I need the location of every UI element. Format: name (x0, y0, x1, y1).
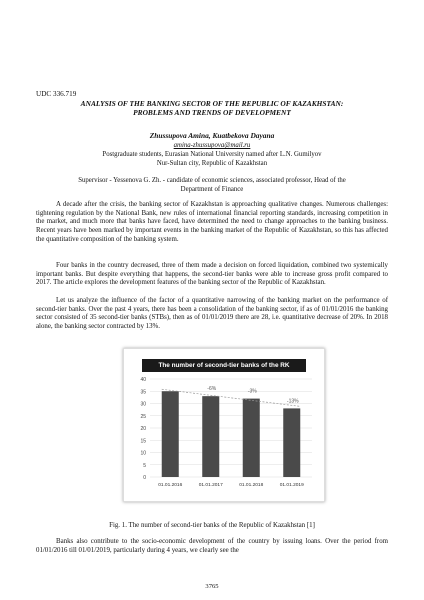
paragraph-2: Four banks in the country decreased, three of them made a decision on forced liquidation, combined two systemically important banks. But despite everything that happens, the second-tier banks were able to increase gross profit compared to 2017. The article explores the development features of the banking sector of the Republic of Kazakhstan. (36, 262, 388, 287)
title-line-2: PROBLEMS AND TRENDS OF DEVELOPMENT (133, 108, 291, 117)
author-email[interactable]: amina-zhussupova@mail.ru (173, 142, 251, 149)
x-tick-label: 01.01.2017 (198, 483, 223, 488)
bar (202, 396, 219, 477)
data-label: -3% (247, 388, 257, 395)
authors: Zhussupova Amina, Kuatbekova Dayana (149, 131, 275, 140)
chart-title: The number of second-tier banks of the RK (142, 359, 306, 372)
supervisor-line-1: Supervisor - Yessenova G. Zh. - candidate of economic sciences, associated professor, Head of the (78, 177, 346, 184)
paragraph-4: Banks also contribute to the socio-economic development of the country by issuing loans. Over the period from 01/01/2016 till 01/01/2019, particularly during 4 years, we clearly see the (36, 538, 388, 554)
y-tick-label: 30 (140, 401, 146, 408)
trend-line (162, 389, 301, 406)
title-line-1: ANALYSIS OF THE BANKING SECTOR OF THE REPUBLIC OF KAZAKHSTAN: (80, 99, 344, 108)
y-tick-label: 20 (140, 426, 146, 432)
y-tick-label: 10 (140, 450, 146, 457)
y-tick-label: 0 (143, 475, 146, 481)
paper-title (36, 99, 388, 117)
figure-1-chart (123, 348, 325, 502)
figure-caption: Fig. 1. The number of second-tier banks of the Republic of Kazakhstan [1] (109, 522, 315, 529)
y-tick-label: 35 (140, 389, 146, 396)
bar (162, 391, 179, 477)
affiliation (36, 151, 388, 168)
data-label: -6% (207, 386, 217, 393)
y-tick-label: 40 (140, 377, 146, 383)
page-number: 3765 (205, 583, 219, 590)
x-tick-label: 01.01.2018 (239, 483, 264, 488)
y-tick-label: 5 (143, 462, 146, 469)
paragraph-3: Let us analyze the influence of the factor of a quantitative narrowing of the banking market on the performance of second-tier banks. Over the past 4 years, there has been a consolidation of the banking sector, if as of 01/01/2016 the banking sector consisted of 35 second-tier banks (STBs), then as of 01/01/2019 there are 28, i.e. quantitative decrease of 20%. In 2018 alone, the banking sector contracted by 13%. (36, 297, 388, 331)
y-tick-label: 15 (140, 438, 146, 445)
x-tick-label: 01.01.2016 (158, 483, 183, 488)
bar (283, 408, 300, 477)
supervisor (36, 177, 388, 194)
udc-code: UDC 336.719 (36, 90, 77, 98)
affiliation-line-2: Nur-Sultan city, Republic of Kazakhstan (156, 159, 268, 167)
y-tick-label: 25 (140, 413, 146, 420)
bar (243, 399, 260, 477)
bar-chart (124, 349, 324, 501)
data-label: -13% (286, 398, 299, 405)
paragraph-1: A decade after the crisis, the banking sector of Kazakhstan is approaching qualitative changes. Numerous challenges: tightening regulation by the National Bank, new rules of international financial reporting standards, increasing competition in the market, and much more that banks have faced, have determined the need to change approaches to the banking business. Recent years have been marked by important events in the banking market of the Republic of Kazakhstan, so this has affected the quantitative composition of the banking system. (36, 201, 388, 243)
x-tick-label: 01.01.2019 (279, 483, 304, 488)
affiliation-line-1: Postgraduate students, Eurasian National University named after L.N. Gumilyov (102, 151, 322, 158)
supervisor-line-2: Department of Finance (180, 185, 244, 193)
